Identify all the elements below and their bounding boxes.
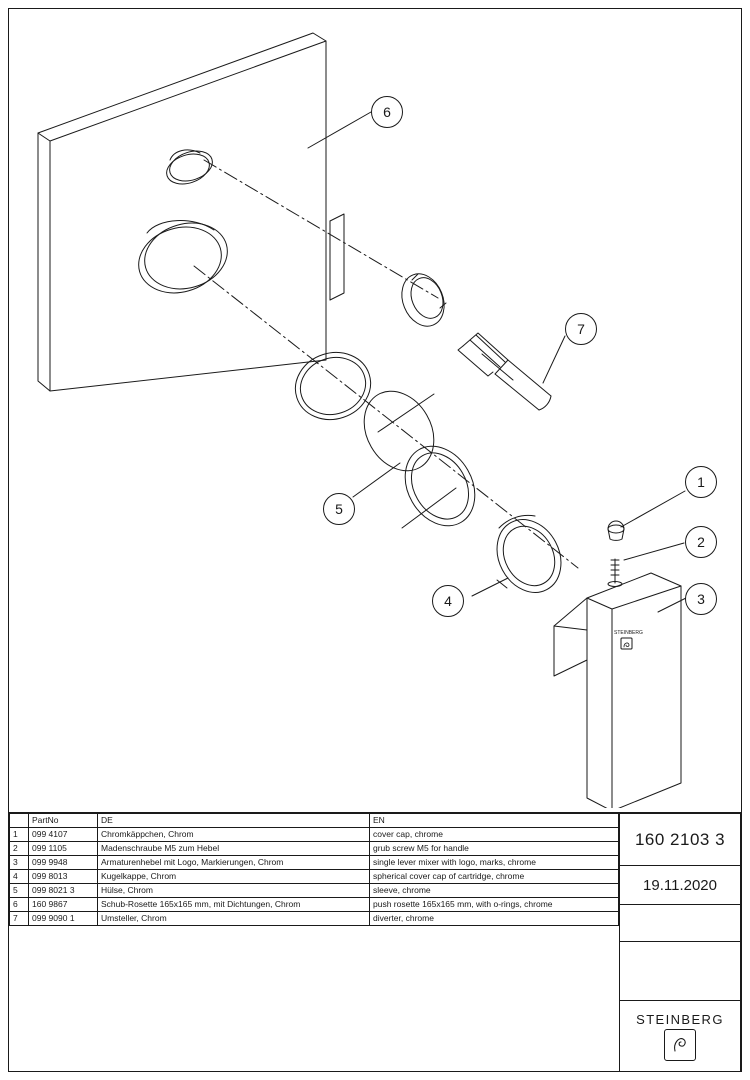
cell-en: spherical cover cap of cartridge, chrome [370,870,619,884]
cell-partno: 099 1105 [29,842,98,856]
part-cover-cap [485,508,574,603]
table-row [10,828,619,842]
cell-de: Schub-Rosette 165x165 mm, mit Dichtungen, Chrom [98,898,370,912]
leader-lines [308,112,686,612]
balloon-2: 2 [685,526,717,558]
table-row [10,898,619,912]
table-row [10,870,619,884]
drawing-date: 19.11.2020 [619,865,741,905]
balloon-7: 7 [565,313,597,345]
cell-no: 2 [10,842,29,856]
exploded-view-drawing [8,8,742,808]
cell-en: cover cap, chrome [370,828,619,842]
steinberg-mark-icon [664,1029,696,1061]
cell-en: grub screw M5 for handle [370,842,619,856]
balloon-4: 4 [432,585,464,617]
brand-name: STEINBERG [636,1011,724,1027]
article-number: 160 2103 3 [619,813,741,866]
brand-logo [619,1000,741,1072]
cell-partno: 160 9867 [29,898,98,912]
balloon-6: 6 [371,96,403,128]
cell-de: Madenschraube M5 zum Hebel [98,842,370,856]
cell-partno: 099 9948 [29,856,98,870]
cell-partno: 099 9090 1 [29,912,98,926]
title-block [619,813,741,1072]
cell-no: 1 [10,828,29,842]
cell-partno: 099 8021 3 [29,884,98,898]
header-partno: PartNo [29,814,98,828]
cell-de: Chromkäppchen, Chrom [98,828,370,842]
cell-en: push rosette 165x165 mm, with o-rings, chrome [370,898,619,912]
cell-de: Kugelkappe, Chrom [98,870,370,884]
title-block-empty-2 [619,941,741,1001]
part-sleeve [287,343,489,539]
cell-partno: 099 8013 [29,870,98,884]
cell-no: 6 [10,898,29,912]
cell-no: 7 [10,912,29,926]
header-de: DE [98,814,370,828]
balloon-5: 5 [323,493,355,525]
cell-no: 5 [10,884,29,898]
part-lever-handle [554,573,681,808]
part-grub-screw [608,559,622,587]
balloon-3: 3 [685,583,717,615]
cell-de: Armaturenhebel mit Logo, Markierungen, Chrom [98,856,370,870]
cell-en: diverter, chrome [370,912,619,926]
title-block-empty-1 [619,904,741,942]
cell-en: sleeve, chrome [370,884,619,898]
balloon-1: 1 [685,466,717,498]
table-row [10,842,619,856]
part-push-rosette [38,33,326,391]
svg-text:STEINBERG: STEINBERG [614,630,643,636]
cell-de: Umsteller, Chrom [98,912,370,926]
bracket-detail [330,214,344,300]
table-row [10,912,619,926]
parts-table [9,813,619,926]
table-row [10,884,619,898]
part-chrome-cap [608,521,624,540]
cell-de: Hülse, Chrom [98,884,370,898]
cell-no: 3 [10,856,29,870]
table-row [10,856,619,870]
drawing-svg [8,8,742,808]
cell-no: 4 [10,870,29,884]
cell-en: single lever mixer with logo, marks, chrome [370,856,619,870]
header-en: EN [370,814,619,828]
table-header-row [10,814,619,828]
cell-partno: 099 4107 [29,828,98,842]
part-diverter [394,267,551,410]
header-no [10,814,29,828]
